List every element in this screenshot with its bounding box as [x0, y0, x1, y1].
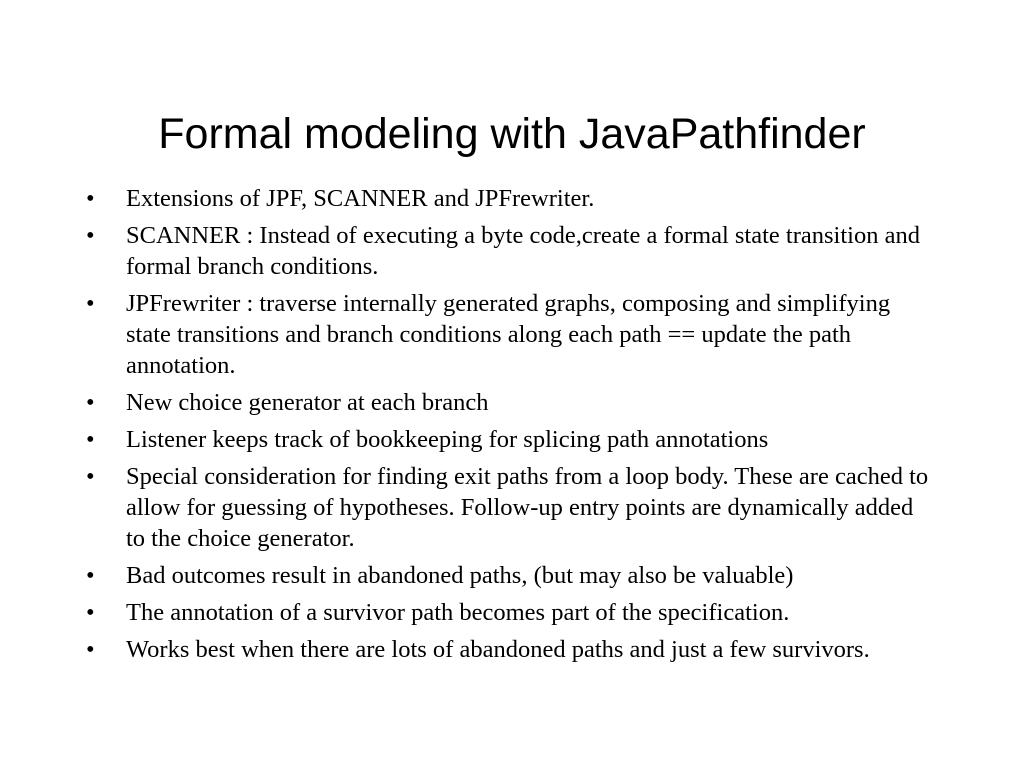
bullet-item: [86, 424, 936, 455]
bullet-marker-icon: •: [86, 222, 95, 249]
bullet-item: [86, 288, 936, 381]
bullet-item: [86, 634, 936, 665]
bullet-text: SCANNER : Instead of executing a byte code,create a formal state transition and formal branch conditions.: [126, 222, 920, 280]
bullet-marker-icon: •: [86, 599, 95, 626]
bullet-text: New choice generator at each branch: [126, 389, 489, 416]
bullet-item: [86, 183, 936, 214]
bullet-text: Works best when there are lots of abandoned paths and just a few survivors.: [126, 636, 870, 663]
bullet-item: [86, 461, 936, 554]
bullet-item: [86, 220, 936, 282]
bullet-marker-icon: •: [86, 463, 95, 490]
bullet-marker-icon: •: [86, 290, 95, 317]
bullet-text: Listener keeps track of bookkeeping for splicing path annotations: [126, 426, 769, 453]
bullet-marker-icon: •: [86, 389, 95, 416]
bullet-marker-icon: •: [86, 426, 95, 453]
bullet-list: [86, 183, 936, 671]
bullet-text: JPFrewriter : traverse internally generated graphs, composing and simplifying state transitions and branch conditions along each path == update the path annotation.: [126, 290, 891, 379]
bullet-marker-icon: •: [86, 185, 95, 212]
bullet-text: The annotation of a survivor path becomes part of the specification.: [126, 599, 790, 626]
bullet-text: Extensions of JPF, SCANNER and JPFrewriter.: [126, 185, 595, 212]
bullet-text: Bad outcomes result in abandoned paths, (but may also be valuable): [126, 562, 794, 589]
bullet-marker-icon: •: [86, 562, 95, 589]
bullet-item: [86, 387, 936, 418]
bullet-text: Special consideration for finding exit paths from a loop body. These are cached to allow for guessing of hypotheses. Follow-up entry points are dynamically added to the choice generator.: [126, 463, 929, 552]
bullet-item: [86, 597, 936, 628]
slide-title: Formal modeling with JavaPathfinder: [158, 110, 866, 158]
bullet-item: [86, 560, 936, 591]
bullet-marker-icon: •: [86, 636, 95, 663]
